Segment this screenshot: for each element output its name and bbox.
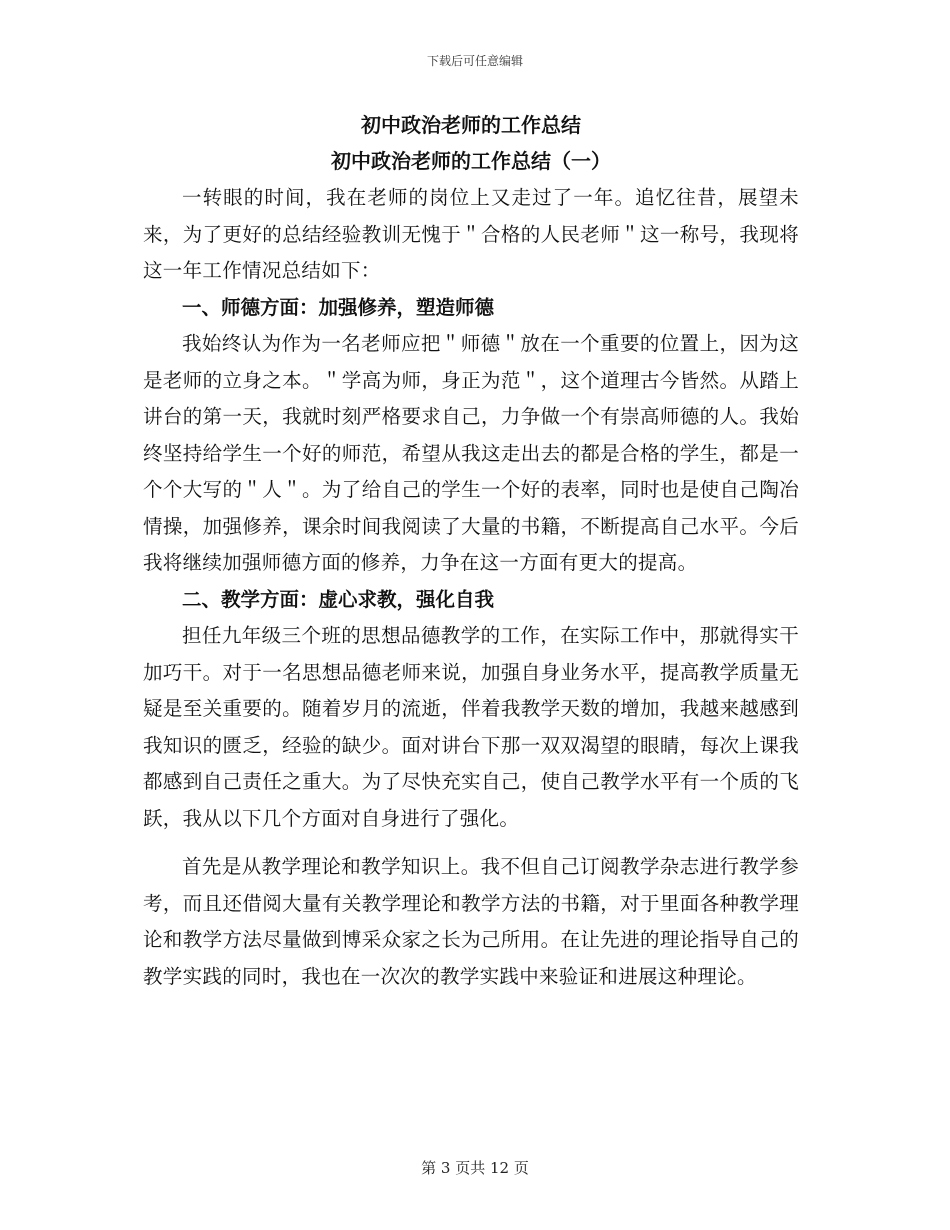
document-body [143,112,799,995]
intro-paragraph: 一转眼的时间，我在老师的岗位上又走过了一年。追忆往昔，展望未来，为了更好的总结经验教训无愧于＂合格的人民老师＂这一称号，我现将这一年工作情况总结如下： [143,186,799,282]
section-heading-1: 一、师德方面：加强修养，塑造师德 [182,295,495,319]
document-title: 初中政治老师的工作总结 [361,113,581,137]
section-2-paragraph-1: 担任九年级三个班的思想品德教学的工作，在实际工作中，那就得实干加巧干。对于一名思想品德老师来说，加强自身业务水平，提高教学质量无疑是至关重要的。随着岁月的流逝，伴着我教学天数的增加，我越来越感到我知识的匮乏，经验的缺少。面对讲台下那一双双渴望的眼睛，每次上课我都感到自己责任之重大。为了尽快充实自己，使自己教学水平有一个质的飞跃，我从以下几个方面对自身进行了强化。 [143,624,799,830]
page-footer: 第 3 页共 12 页 [421,1159,529,1177]
section-heading-2: 二、教学方面：虚心求教，强化自我 [182,587,495,611]
header-note: 下载后可任意编辑 [426,54,523,68]
section-1-paragraph: 我始终认为作为一名老师应把＂师德＂放在一个重要的位置上，因为这是老师的立身之本。＂学高为师，身正为范＂，这个道理古今皆然。从踏上讲台的第一天，我就时刻严格要求自己，力争做一个有崇高师德的人。我始终坚持给学生一个好的师范，希望从我这走出去的都是合格的学生，都是一个个大写的＂人＂。为了给自己的学生一个好的表率，同时也是使自己陶冶情操，加强修养，课余时间我阅读了大量的书籍，不断提高自己水平。今后我将继续加强师德方面的修养，力争在这一方面有更大的提高。 [143,332,799,574]
section-2-paragraph-2: 首先是从教学理论和教学知识上。我不但自己订阅教学杂志进行教学参考，而且还借阅大量有关教学理论和教学方法的书籍，对于里面各种教学理论和教学方法尽量做到博采众家之长为己所用。在让先进的理论指导自己的教学实践的同时，我也在一次次的教学实践中来验证和进展这种理论。 [143,855,799,988]
document-subtitle: 初中政治老师的工作总结（一） [331,149,611,173]
paragraph-gap [143,837,799,849]
